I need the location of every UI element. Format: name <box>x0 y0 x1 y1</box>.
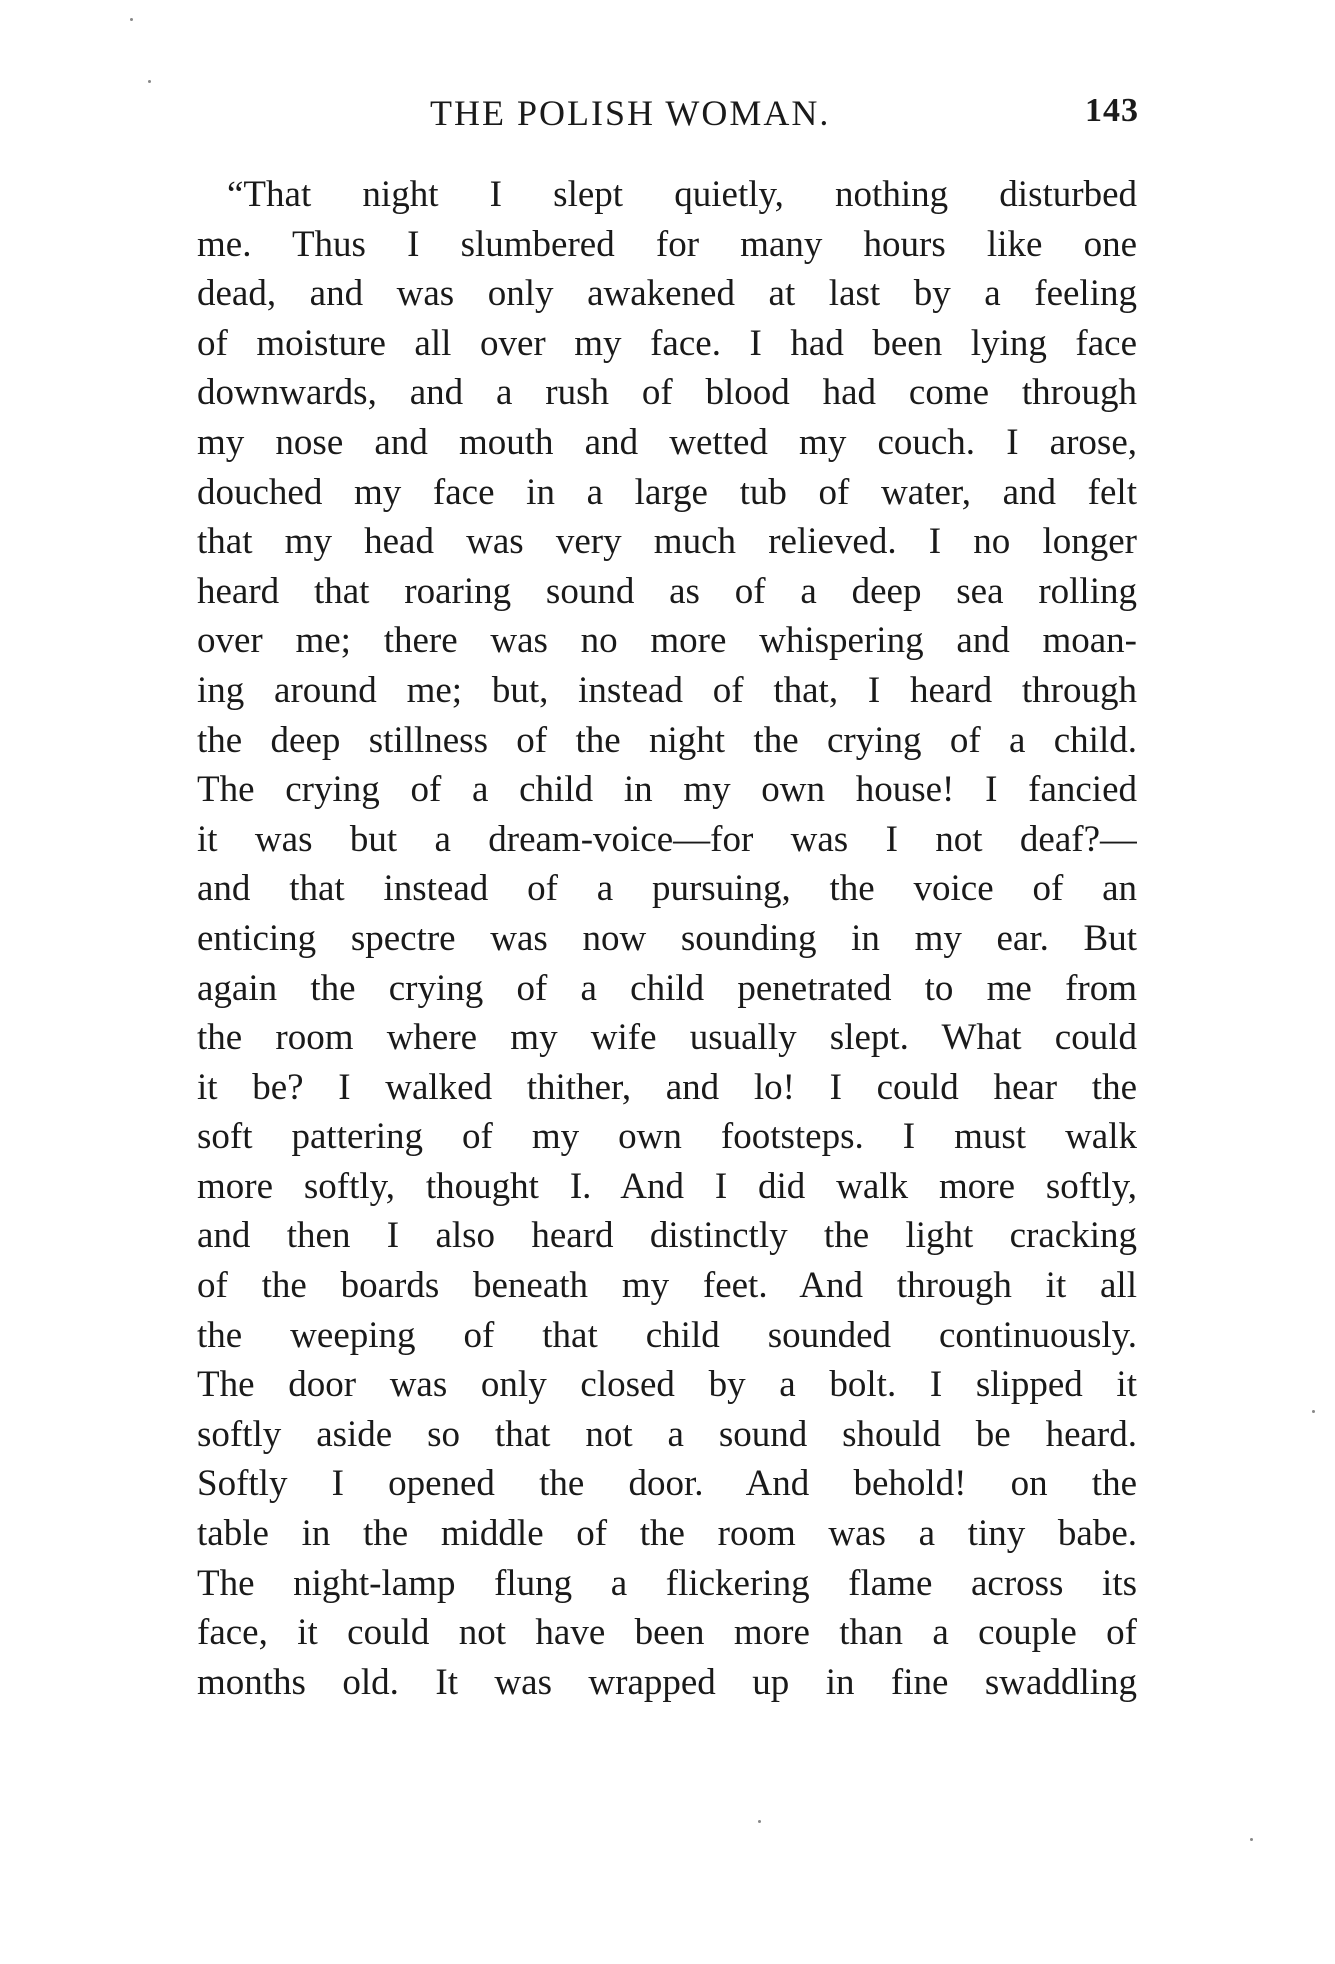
page-number: 143 <box>1085 92 1139 129</box>
text-line: douched my face in a large tub of water, and felt <box>197 471 1137 513</box>
text-line: the weeping of that child sounded continuously. <box>197 1314 1137 1356</box>
text-line: it be? I walked thither, and lo! I could hear the <box>197 1066 1137 1108</box>
text-line: heard that roaring sound as of a deep sea rolling <box>197 570 1137 612</box>
text-line: The door was only closed by a bolt. I slipped it <box>197 1364 1137 1406</box>
text-line: the deep stillness of the night the crying of a child. <box>197 719 1137 761</box>
text-line: The night-lamp flung a flickering flame across its <box>197 1562 1137 1604</box>
paper-speck <box>148 80 151 83</box>
text-line: face, it could not have been more than a couple of <box>197 1612 1137 1654</box>
text-line: that my head was very much relieved. I no longer <box>197 521 1137 563</box>
text-line: softly aside so that not a sound should be heard. <box>197 1413 1137 1455</box>
paper-speck <box>758 1820 761 1823</box>
paper-speck <box>1250 1838 1253 1841</box>
text-line: again the crying of a child penetrated to me from <box>197 967 1137 1009</box>
text-line: and that instead of a pursuing, the voice of an <box>197 868 1137 910</box>
text-line: downwards, and a rush of blood had come through <box>197 372 1137 414</box>
text-line: ing around me; but, instead of that, I heard through <box>197 669 1137 711</box>
text-line: of moisture all over my face. I had been lying face <box>197 322 1137 364</box>
text-line: it was but a dream-voice—for was I not deaf?— <box>197 818 1137 860</box>
text-line: more softly, thought I. And I did walk more softly, <box>197 1165 1137 1207</box>
body-text <box>197 170 1137 1707</box>
text-line: me. Thus I slumbered for many hours like one <box>197 223 1137 265</box>
running-head: THE POLISH WOMAN. <box>430 93 831 133</box>
text-line: the room where my wife usually slept. What could <box>197 1017 1137 1059</box>
text-line: months old. It was wrapped up in fine swaddling <box>197 1661 1137 1703</box>
text-line: of the boards beneath my feet. And through it all <box>197 1265 1137 1307</box>
text-line: Softly I opened the door. And behold! on the <box>197 1463 1137 1505</box>
text-line: over me; there was no more whispering and moan- <box>197 620 1137 662</box>
text-line: “That night I slept quietly, nothing disturbed <box>227 174 1137 215</box>
text-line: soft pattering of my own footsteps. I must walk <box>197 1116 1137 1158</box>
paper-speck <box>130 18 133 21</box>
text-line: enticing spectre was now sounding in my ear. But <box>197 917 1137 959</box>
paper-speck <box>1312 1410 1315 1413</box>
text-line: dead, and was only awakened at last by a feeling <box>197 273 1137 315</box>
text-line: my nose and mouth and wetted my couch. I arose, <box>197 421 1137 463</box>
text-line: The crying of a child in my own house! I fancied <box>197 769 1137 811</box>
text-line: table in the middle of the room was a tiny babe. <box>197 1513 1137 1555</box>
text-line: and then I also heard distinctly the light cracking <box>197 1215 1137 1257</box>
